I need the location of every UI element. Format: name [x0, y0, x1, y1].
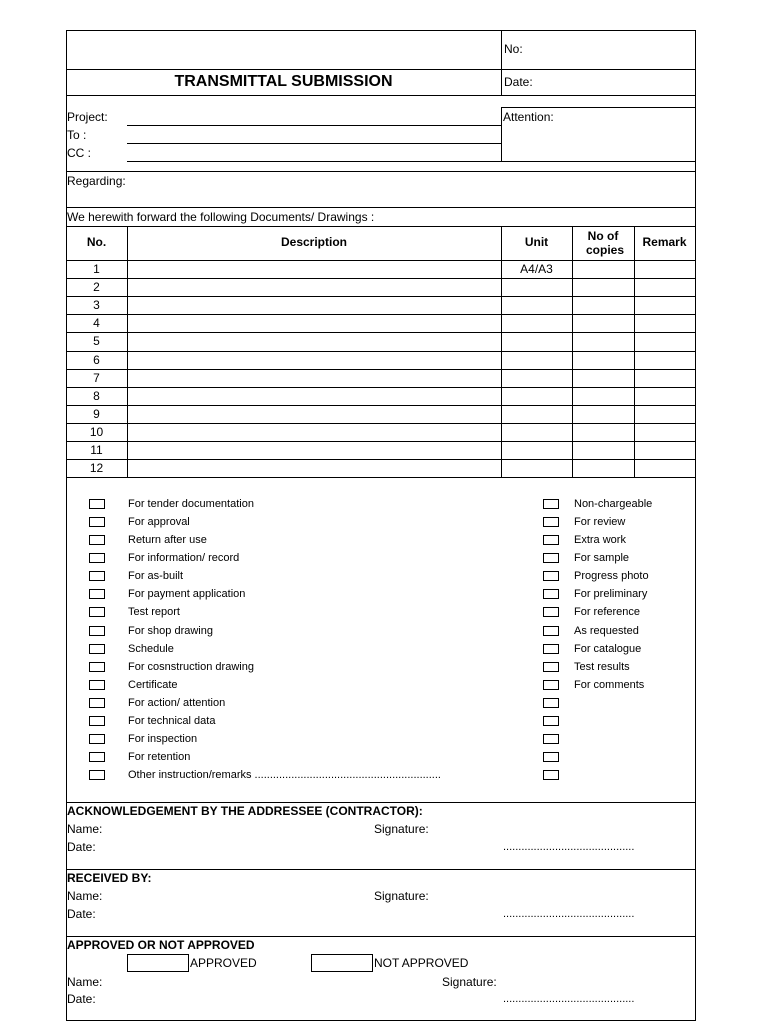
regarding-label: Regarding: [67, 174, 126, 188]
project-label: Project: [67, 110, 108, 124]
date-label: Date: [504, 75, 533, 89]
table-copies-cell[interactable] [573, 442, 633, 458]
approval-signature-line[interactable]: ........................................... [503, 993, 635, 1005]
right-option-checkbox[interactable] [543, 680, 559, 690]
table-remark-cell[interactable] [635, 370, 694, 386]
received-signature-label: Signature: [374, 889, 429, 903]
table-top-rule [66, 226, 696, 227]
ack-heading: ACKNOWLEDGEMENT BY THE ADDRESSEE (CONTRACTOR): [67, 804, 423, 818]
table-copies-cell[interactable] [573, 297, 633, 313]
left-option-label: For payment application [128, 588, 246, 601]
table-row-number: 11 [90, 443, 103, 457]
right-option-checkbox[interactable] [543, 571, 559, 581]
left-option-checkbox[interactable] [89, 589, 105, 599]
received-name-label: Name: [67, 889, 103, 903]
left-option-checkbox[interactable] [89, 662, 105, 672]
table-description-cell[interactable] [128, 424, 500, 440]
not-approved-checkbox[interactable] [311, 954, 373, 972]
page-title: TRANSMITTAL SUBMISSION [174, 73, 393, 90]
approval-signature-label: Signature: [442, 975, 497, 989]
table-row-number: 6 [93, 352, 100, 367]
left-option-label: For approval [128, 516, 190, 529]
right-option-checkbox[interactable] [543, 662, 559, 672]
right-option-checkbox[interactable] [543, 499, 559, 509]
header-copies: No of copies [586, 229, 625, 257]
table-row-number: 7 [93, 370, 100, 385]
table-row-number: 10 [89, 424, 104, 439]
left-option-checkbox[interactable] [89, 752, 105, 762]
header-unit: Unit [524, 235, 549, 249]
table-remark-cell[interactable] [635, 388, 694, 404]
table-description-cell[interactable] [128, 388, 500, 404]
right-option-checkbox[interactable] [543, 553, 559, 563]
attention-label: Attention: [503, 110, 554, 124]
header-bottom-rule [66, 95, 696, 96]
left-option-checkbox[interactable] [89, 680, 105, 690]
no-label: No: [504, 42, 523, 56]
left-option-label: For shop drawing [128, 624, 213, 637]
right-option-label: As requested [574, 624, 639, 637]
table-description-cell[interactable] [128, 297, 500, 313]
frame-top-border [66, 30, 696, 31]
right-option-checkbox[interactable] [543, 752, 559, 762]
cc-field[interactable] [127, 161, 501, 162]
table-remark-cell[interactable] [635, 315, 694, 331]
table-remark-cell[interactable] [635, 460, 694, 476]
left-option-checkbox[interactable] [89, 553, 105, 563]
table-copies-cell[interactable] [573, 424, 633, 440]
header-remark: Remark [642, 235, 687, 249]
table-remark-cell[interactable] [635, 333, 694, 349]
table-row-number: 5 [93, 334, 100, 349]
left-option-checkbox[interactable] [89, 607, 105, 617]
attention-divider [501, 107, 502, 162]
table-description-cell[interactable] [128, 333, 500, 349]
right-option-checkbox[interactable] [543, 517, 559, 527]
table-row-number: 1 [93, 262, 100, 276]
received-heading: RECEIVED BY: [67, 871, 152, 885]
left-option-label: Return after use [128, 534, 207, 547]
cc-label: CC : [67, 146, 91, 160]
table-description-cell[interactable] [128, 279, 500, 295]
right-option-label: For comments [574, 678, 645, 691]
table-bottom-rule [66, 477, 696, 478]
left-option-checkbox[interactable] [89, 626, 105, 636]
regarding-top-rule [66, 171, 696, 172]
ack-date-label: Date: [67, 840, 96, 854]
left-option-checkbox[interactable] [89, 734, 105, 744]
right-option-checkbox[interactable] [543, 770, 559, 780]
received-signature-line[interactable]: ........................................... [503, 908, 635, 920]
table-remark-cell[interactable] [635, 279, 694, 295]
table-remark-cell[interactable] [635, 261, 694, 277]
approval-name-label: Name: [67, 975, 103, 989]
table-copies-cell[interactable] [573, 261, 633, 277]
project-field[interactable] [127, 125, 501, 126]
left-option-checkbox[interactable] [89, 517, 105, 527]
left-option-label: For inspection [128, 732, 198, 745]
to-label: To : [67, 128, 87, 142]
right-option-label: For catalogue [574, 642, 642, 655]
right-option-label: For review [574, 516, 626, 529]
table-copies-cell[interactable] [573, 279, 633, 295]
attention-bottom-rule [501, 161, 696, 162]
to-field[interactable] [127, 143, 501, 144]
ack-signature-label: Signature: [374, 822, 429, 836]
approved-label: APPROVED [190, 956, 257, 970]
ack-top-rule [66, 802, 696, 803]
ack-name-label: Name: [67, 822, 103, 836]
left-option-checkbox[interactable] [89, 535, 105, 545]
table-remark-cell[interactable] [635, 406, 694, 422]
table-description-cell[interactable] [128, 352, 500, 368]
table-row-number: 12 [89, 461, 104, 476]
approval-heading: APPROVED OR NOT APPROVED [67, 938, 255, 952]
table-row-number: 9 [93, 406, 100, 421]
table-row-number: 2 [93, 280, 100, 295]
right-option-checkbox[interactable] [543, 607, 559, 617]
table-unit-cell[interactable]: A4/A3 [520, 262, 553, 276]
frame-bottom-border [66, 1020, 696, 1021]
right-option-checkbox[interactable] [543, 716, 559, 726]
right-option-checkbox[interactable] [543, 626, 559, 636]
received-top-rule [66, 869, 696, 870]
left-option-checkbox[interactable] [89, 499, 105, 509]
table-copies-cell[interactable] [573, 333, 633, 349]
right-option-checkbox[interactable] [543, 698, 559, 708]
left-option-checkbox[interactable] [89, 644, 105, 654]
ack-signature-line[interactable]: ........................................... [503, 841, 635, 853]
table-remark-cell[interactable] [635, 442, 694, 458]
right-option-checkbox[interactable] [543, 589, 559, 599]
table-copies-cell[interactable] [573, 460, 633, 476]
table-description-cell[interactable] [128, 315, 500, 331]
table-description-cell[interactable] [128, 406, 500, 422]
right-option-checkbox[interactable] [543, 734, 559, 744]
left-option-label: For cosnstruction drawing [128, 660, 254, 673]
left-option-label: Certificate [128, 678, 178, 691]
left-option-label: Test report [128, 606, 180, 619]
table-copies-cell[interactable] [573, 406, 633, 422]
table-description-cell[interactable] [128, 261, 500, 277]
table-description-cell[interactable] [128, 460, 500, 476]
left-option-checkbox[interactable] [89, 716, 105, 726]
right-option-label: For preliminary [574, 588, 648, 601]
not-approved-label: NOT APPROVED [374, 956, 469, 970]
right-option-checkbox[interactable] [543, 535, 559, 545]
right-option-label: For sample [574, 552, 630, 565]
approved-checkbox[interactable] [127, 954, 189, 972]
header-rule [66, 69, 696, 70]
left-option-label: For retention [128, 751, 191, 763]
table-copies-cell[interactable] [573, 315, 633, 331]
table-description-cell[interactable] [128, 370, 500, 386]
regarding-bottom-rule [66, 207, 696, 208]
right-option-label: Test results [574, 660, 630, 673]
table-copies-cell[interactable] [573, 388, 633, 404]
left-option-label: For as-built [128, 570, 184, 583]
table-copies-cell[interactable] [573, 352, 633, 368]
header-divider [501, 30, 502, 95]
table-row-number: 4 [93, 316, 100, 331]
left-option-label: For technical data [128, 714, 216, 727]
right-option-label: Progress photo [574, 570, 649, 583]
table-remark-cell[interactable] [635, 297, 694, 313]
left-option-checkbox[interactable] [89, 571, 105, 581]
table-remark-cell[interactable] [635, 352, 694, 368]
left-option-checkbox[interactable] [89, 770, 105, 780]
right-option-checkbox[interactable] [543, 644, 559, 654]
right-option-label: Non-chargeable [574, 498, 653, 510]
frame-right-border [695, 30, 696, 1021]
right-option-label: For reference [574, 606, 641, 619]
table-remark-cell[interactable] [635, 424, 694, 440]
received-date-label: Date: [67, 907, 96, 921]
table-row-number: 8 [93, 388, 100, 403]
header-no: No. [86, 235, 107, 249]
table-copies-cell[interactable] [573, 370, 633, 386]
approval-top-rule [66, 936, 696, 937]
left-option-label: Schedule [128, 642, 174, 655]
left-option-label: For information/ record [128, 552, 240, 565]
attention-top-rule [501, 107, 696, 108]
left-option-label: For tender documentation [128, 498, 254, 510]
right-option-label: Extra work [574, 534, 626, 547]
left-option-checkbox[interactable] [89, 698, 105, 708]
table-description-cell[interactable] [128, 442, 500, 458]
approval-date-label: Date: [67, 992, 96, 1006]
intro-text: We herewith forward the following Documents/ Drawings : [67, 210, 375, 224]
table-row-number: 3 [93, 298, 100, 313]
left-option-label: Other instruction/remarks ............................................................. [128, 769, 441, 781]
left-option-label: For action/ attention [128, 696, 226, 709]
header-description: Description [280, 235, 347, 249]
